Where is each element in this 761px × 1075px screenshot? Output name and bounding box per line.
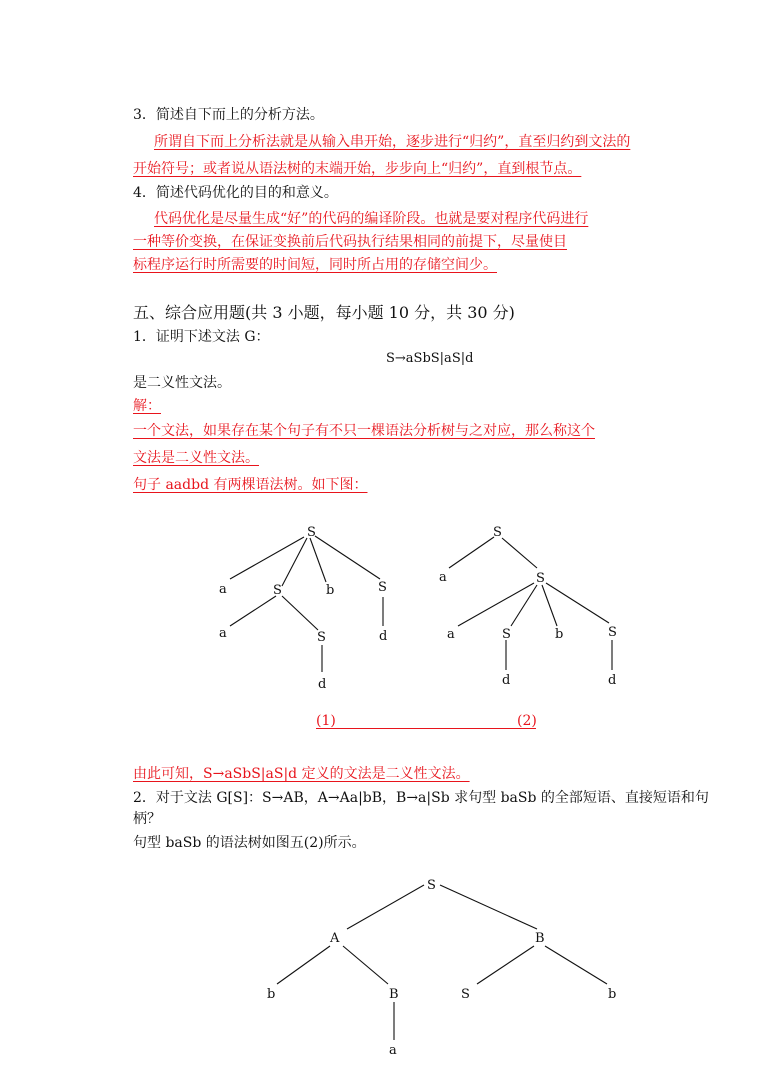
p2-question-line-1: 2．对于文法 G[S]：S→AB，A→Aa|bB，B→a|Sb 求句型 baSb 的全部短语、直接短语和句 xyxy=(133,790,709,806)
tree2-node-s4: S xyxy=(608,625,617,640)
tree3-root: S xyxy=(427,878,436,893)
tree2-node-d1: d xyxy=(502,673,511,688)
tree2-node-a2: a xyxy=(447,627,455,642)
tree1-caption: (1) xyxy=(316,713,336,729)
p1-question: 1．证明下述文法 G： xyxy=(133,329,270,345)
tree1-node-s4: S xyxy=(317,630,326,645)
q3-question: 3．简述自下而上的分析方法。 xyxy=(133,107,324,123)
p1-conclusion: 由此可知，S→aSbS|aS|d 定义的文法是二义性文法。 xyxy=(133,766,470,782)
q3-answer-line-1: 所谓自下而上分析法就是从输入串开始，逐步进行“归约”，直至归约到文法的 xyxy=(154,134,631,150)
tree1-node-d2: d xyxy=(318,677,327,692)
tree1-node-s3: S xyxy=(378,580,387,595)
q4-answer-line-3: 标程序运行时所需要的时间短，同时所占用的存储空间少。 xyxy=(133,257,497,273)
p1-question-end: 是二义性文法。 xyxy=(133,375,231,391)
p2-answer: 句型 baSb 的语法树如图五(2)所示。 xyxy=(133,835,366,851)
p1-solution-line-2: 文法是二义性文法。 xyxy=(133,450,259,466)
tree3-node-b1: B xyxy=(535,931,545,946)
tree2-node-d2: d xyxy=(608,673,617,688)
q4-question: 4．简述代码优化的目的和意义。 xyxy=(133,185,338,201)
tree3-node-a: A xyxy=(330,931,340,946)
q4-answer-line-2: 一种等价变换，在保证变换前后代码执行结果相同的前提下，尽量使目 xyxy=(133,234,567,250)
p1-solution-line-1: 一个文法，如果存在某个句子有不只一棵语法分析树与之对应，那么称这个 xyxy=(133,423,595,439)
tree1-node-b1: b xyxy=(326,583,335,598)
tree2-node-a1: a xyxy=(439,570,447,585)
tree3-node-s: S xyxy=(461,987,470,1002)
tree3-node-b-lower2: b xyxy=(608,987,617,1002)
tree2-node-b1: b xyxy=(555,627,564,642)
tree1-node-a2: a xyxy=(219,626,227,641)
tree2-node-s2: S xyxy=(536,571,545,586)
tree2-root: S xyxy=(493,525,502,540)
p1-grammar: S→aSbS|aS|d xyxy=(386,351,474,366)
p1-solution-label: 解： xyxy=(133,398,161,414)
tree1-root: S xyxy=(307,525,316,540)
q4-answer-line-1: 代码优化是尽量生成“好”的代码的编译阶段。也就是要对程序代码进行 xyxy=(154,211,589,227)
tree2-node-s3: S xyxy=(502,627,511,642)
tree3-node-a-leaf: a xyxy=(389,1043,397,1058)
p1-solution-line-3: 句子 aadbd 有两棵语法树。如下图： xyxy=(133,477,368,493)
tree1-node-s2: S xyxy=(273,583,282,598)
tree3-node-b-lower1: b xyxy=(267,987,276,1002)
p2-question-line-2: 柄？ xyxy=(133,811,161,827)
section-heading: 五、综合应用题(共 3 小题，每小题 10 分，共 30 分) xyxy=(133,303,515,322)
q3-answer-line-2: 开始符号；或者说从语法树的末端开始，步步向上“归约”，直到根节点。 xyxy=(133,161,582,177)
tree2-caption: (2) xyxy=(517,713,537,729)
tree1-node-d1: d xyxy=(379,629,388,644)
tree3-node-b2: B xyxy=(389,987,399,1002)
tree1-node-a1: a xyxy=(219,582,227,597)
